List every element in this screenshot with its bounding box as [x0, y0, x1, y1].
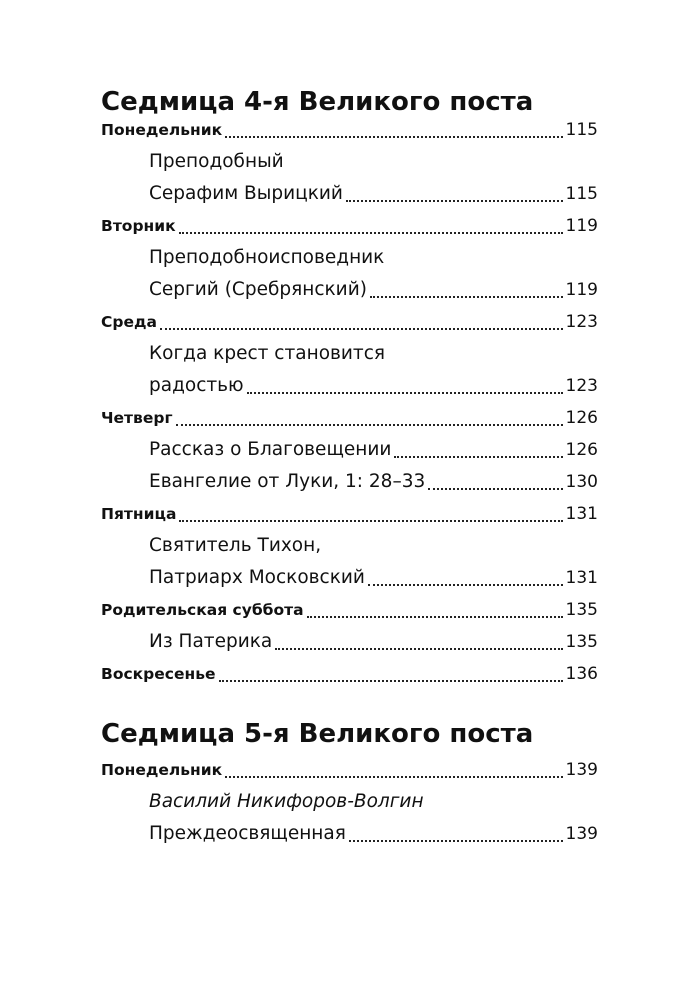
toc-entry-title-line[interactable] — [149, 147, 598, 177]
dot-leader — [349, 840, 563, 842]
entry-label: радостью — [149, 375, 244, 396]
entry-label: Четверг — [101, 409, 173, 427]
entry-label: Пятница — [101, 505, 177, 523]
toc-entry-sergiy[interactable] — [149, 275, 598, 305]
dot-leader — [346, 200, 563, 202]
dot-leader — [176, 424, 563, 426]
page-number: 119 — [565, 280, 598, 300]
dot-leader — [307, 616, 563, 618]
section-title-week-4: Седмица 4-я Великого поста — [101, 87, 534, 117]
section-title-week-5: Седмица 5-я Великого поста — [101, 719, 534, 749]
toc-entry-monday[interactable] — [101, 115, 598, 145]
dot-leader — [275, 648, 562, 650]
page-number: 139 — [565, 760, 598, 780]
entry-label: Понедельник — [101, 121, 223, 139]
entry-author: Василий Никифоров-Волгин — [149, 791, 424, 812]
dot-leader — [179, 520, 562, 522]
page-number: 130 — [565, 472, 598, 492]
toc-entry-saturday[interactable] — [101, 595, 598, 625]
page-number: 115 — [565, 184, 598, 204]
page-number: 123 — [565, 376, 598, 396]
page-number: 136 — [565, 664, 598, 684]
page-number: 119 — [565, 216, 598, 236]
toc-entry-title-line[interactable] — [149, 531, 598, 561]
dot-leader — [225, 776, 562, 778]
entry-label: Преждеосвященная — [149, 823, 346, 844]
page-number: 126 — [565, 440, 598, 460]
toc-entry-title-line[interactable] — [149, 243, 598, 273]
dot-leader — [219, 680, 563, 682]
entry-label: Серафим Вырицкий — [149, 183, 343, 204]
entry-label: Родительская суббота — [101, 601, 304, 619]
toc-entry-thursday[interactable] — [101, 403, 598, 433]
toc-entry-sunday[interactable] — [101, 659, 598, 689]
dot-leader — [370, 296, 563, 298]
dot-leader — [179, 232, 563, 234]
toc-entry-author[interactable] — [149, 787, 598, 817]
page-number: 123 — [565, 312, 598, 332]
dot-leader — [160, 328, 563, 330]
entry-label: Рассказ о Благовещении — [149, 439, 392, 460]
page-number: 126 — [565, 408, 598, 428]
entry-label: Когда крест становится — [149, 343, 386, 364]
entry-label: Из Патерика — [149, 631, 273, 652]
entry-label: Евангелие от Луки, 1: 28–33 — [149, 471, 426, 492]
page-number: 131 — [565, 568, 598, 588]
entry-label: Патриарх Московский — [149, 567, 365, 588]
dot-leader — [247, 392, 563, 394]
page-number: 135 — [565, 632, 598, 652]
page-number: 139 — [565, 824, 598, 844]
entry-label: Воскресенье — [101, 665, 216, 683]
entry-label: Преподобный — [149, 151, 284, 172]
page-number: 131 — [565, 504, 598, 524]
entry-label: Святитель Тихон, — [149, 535, 322, 556]
toc-entry-title-line[interactable] — [149, 339, 598, 369]
entry-label: Сергий (Сребрянский) — [149, 279, 367, 300]
toc-entry-patriarch[interactable] — [149, 563, 598, 593]
page-number: 115 — [565, 120, 598, 140]
toc-entry-seraphim[interactable] — [149, 179, 598, 209]
toc-entry-joy[interactable] — [149, 371, 598, 401]
dot-leader — [394, 456, 562, 458]
toc-entry-paterik[interactable] — [149, 627, 598, 657]
entry-label: Преподобноисповедник — [149, 247, 385, 268]
toc-entry-tuesday[interactable] — [101, 211, 598, 241]
dot-leader — [428, 488, 562, 490]
toc-entry-monday[interactable] — [101, 755, 598, 785]
toc-entry-presanctified[interactable] — [149, 819, 598, 849]
entry-label: Вторник — [101, 217, 176, 235]
dot-leader — [368, 584, 563, 586]
page-number: 135 — [565, 600, 598, 620]
entry-label: Понедельник — [101, 761, 223, 779]
dot-leader — [225, 136, 562, 138]
entry-label: Среда — [101, 313, 157, 331]
toc-entry-annunciation[interactable] — [149, 435, 598, 465]
toc-entry-friday[interactable] — [101, 499, 598, 529]
toc-entry-gospel-luke[interactable] — [149, 467, 598, 497]
toc-entry-wednesday[interactable] — [101, 307, 598, 337]
